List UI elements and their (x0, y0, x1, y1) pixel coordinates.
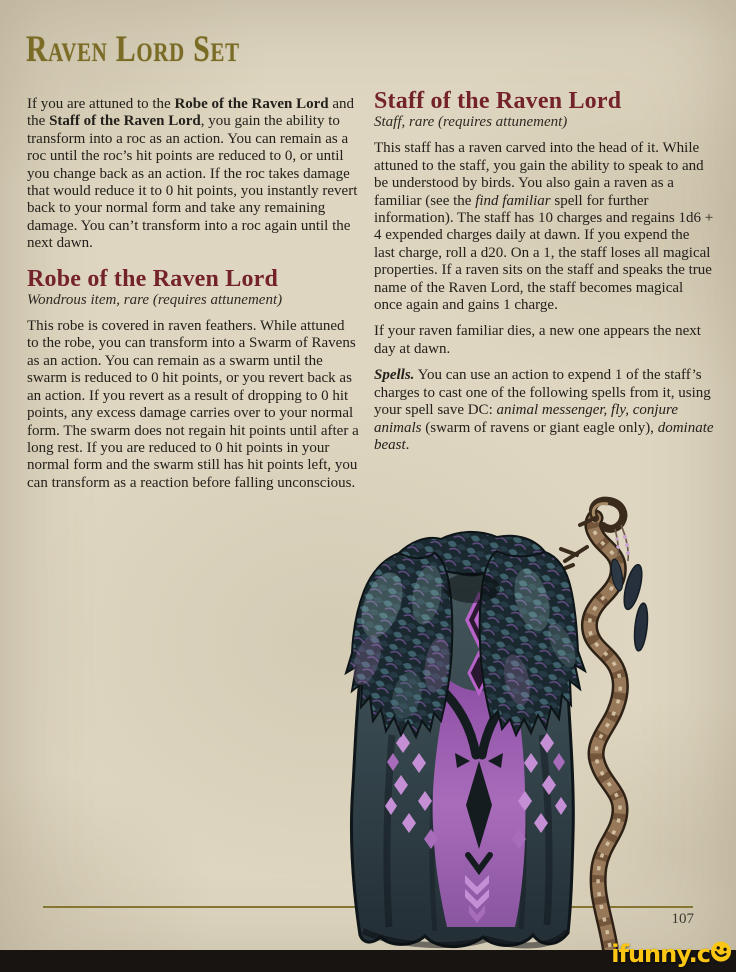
smiley-icon (707, 938, 733, 970)
robe-heading: Robe of the Raven Lord (27, 265, 279, 292)
set-intro-paragraph: If you are attuned to the Robe of the Raven Lord and the Staff of the Raven Lord, you gain the ability to transform into a roc as an action. You can remain as a roc until the roc’s hit points are reduced to 0, or until you change back as an action. If the roc takes damage that would reduce it to 0 hit points, you instantly revert back to your normal form and take any remaining damage. You can’t transform into a roc again until the next dawn. (27, 96, 358, 252)
staff-paragraph-1: This staff has a raven carved into the head of it. While attuned to the staff, you gain the ability to speak to and be understood by birds. You also gain a raven as a familiar (see the find familiar spell for further information). The staff has 10 charges and regains 1d6 + 4 expended charges daily at dawn. If you expend the last charge, roll a d20. On a 1, the staff loses all magical properties. If a raven sits on the staff and speaks the true name of the Raven Lord, the staff becomes magical once again and gains 1 charge. (374, 140, 714, 314)
right-column (374, 88, 714, 463)
cloak-and-staff-illustration (337, 495, 707, 950)
page-title: Raven Lord Set (26, 29, 240, 70)
left-column (27, 96, 359, 501)
ifunny-watermark (611, 936, 731, 972)
ifunny-watermark-text: ifunny.c (611, 940, 710, 968)
robe-illustration (346, 532, 585, 947)
staff-subtitle: Staff, rare (requires attunement) (374, 114, 568, 130)
page-number: 107 (671, 911, 694, 927)
staff-paragraph-2: If your raven familiar dies, a new one appears the next day at dawn. (374, 323, 701, 357)
hanging-feathers (609, 558, 649, 651)
robe-subtitle: Wondrous item, rare (requires attunement) (27, 291, 283, 308)
staff-heading: Staff of the Raven Lord (374, 88, 622, 114)
staff-paragraph-3: Spells. You can use an action to expend 1 of the staff’s charges to cast one of the following spells from it, using your spell save DC: animal messenger, fly, conjure animals (swarm of ravens or giant eagle only), dominate beast. (374, 367, 714, 453)
robe-body-paragraph: This robe is covered in raven feathers. While attuned to the robe, you can transform into a Swarm of Ravens as an action. You can remain as a swarm until the swarm is reduced to 0 hit points, or you revert back as an action. If you revert as a result of dropping to 0 hit points, any excess damage carries over to your normal form. The swarm does not regain hit points until after a long rest. If you are reduced to 0 hit points in your normal form and the swarm still has hit points left, you can transform as a reaction before falling unconscious. (27, 318, 359, 491)
